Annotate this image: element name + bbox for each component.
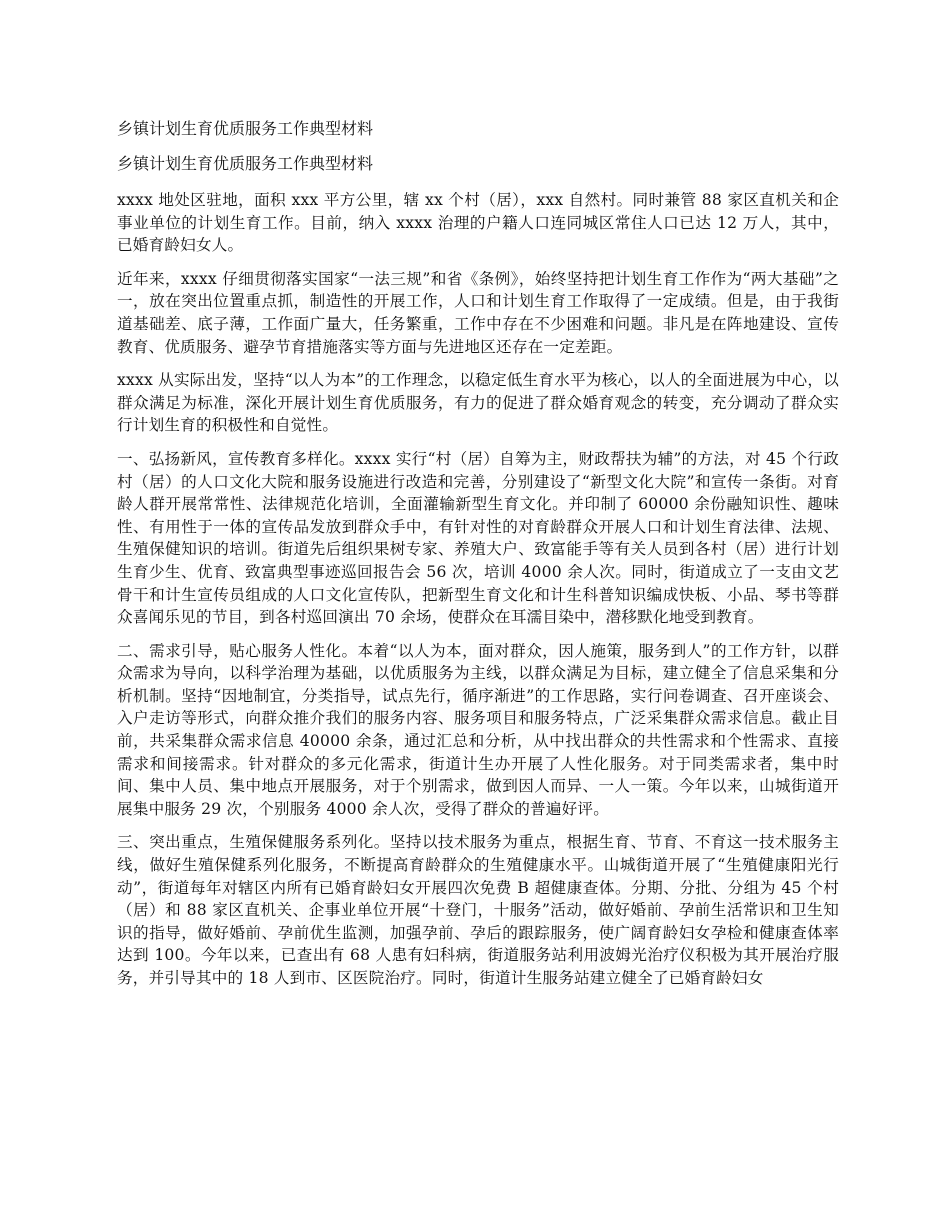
paragraph-approach: xxxx 从实际出发，坚持“以人为本”的工作理念，以稳定低生育水平为核心，以人的全面进展为中心，以群众满足为标准，深化开展计划生育优质服务，有力的促进了群众婚育观念的转变，充分调动了群众实行计划生育的积极性和自觉性。 (117, 371, 839, 435)
document-page (117, 118, 839, 1001)
paragraph-overview: xxxx 地处区驻地，面积 xxx 平方公里，辖 xx 个村（居），xxx 自然村。同时兼管 88 家区直机关和企事业单位的计划生育工作。目前，纳入 xxxx 治理的户籍人口连同城区常住人口已达 12 万人，其中，已婚育龄妇女人。 (117, 191, 839, 255)
paragraph-background: 近年来，xxxx 仔细贯彻落实国家“一法三规”和省《条例》，始终坚持把计划生育工作作为“两大基础”之一，放在突出位置重点抓，制造性的开展工作，人口和计划生育工作取得了一定成绩。但是，由于我街道基础差、底子薄，工作面广量大，任务繁重，工作中存在不少困难和问题。非凡是在阵地建设、宣传教育、优质服务、避孕节育措施落实等方面与先进地区还存在一定差距。 (117, 269, 839, 356)
paragraph-section-two: 二、需求引导，贴心服务人性化。本着“以人为本，面对群众，因人施策，服务到人”的工作方针，以群众需求为导向，以科学治理为基础，以优质服务为主线，以群众满足为目标，建立健全了信息采集和分析机制。坚持“因地制宜，分类指导，试点先行，循序渐进”的工作思路，实行问卷调查、召开座谈会、入户走访等形式，向群众推介我们的服务内容、服务项目和服务特点，广泛采集群众需求信息。截止目前，共采集群众需求信息 40000 余条，通过汇总和分析，从中找出群众的共性需求和个性需求、直接需求和间接需求。针对群众的多元化需求，街道计生办开展了人性化服务。对于同类需求者，集中时间、集中人员、集中地点开展服务，对于个别需求，做到因人而异、一人一策。今年以来，山城街道开展集中服务 29 次，个别服务 4000 余人次，受得了群众的普遍好评。 (117, 641, 839, 818)
document-subtitle: 乡镇计划生育优质服务工作典型材料 (117, 154, 374, 173)
paragraph-section-one: 一、弘扬新风，宣传教育多样化。xxxx 实行“村（居）自筹为主，财政帮扶为辅”的方法，对 45 个行政村（居）的人口文化大院和服务设施进行改造和完善，分别建设了“新型文化大院”和宣传一条街。对育龄人群开展常常性、法律规范化培训，全面灌输新型生育文化。并印制了 60000 余份融知识性、趣味性、有用性于一体的宣传品发放到群众手中，有针对性的对育龄群众开展人口和计划生育法律、法规、生殖保健知识的培训。街道先后组织果树专家、养殖大户、致富能手等有关人员到各村（居）进行计划生育少生、优育、致富典型事迹巡回报告会 56 次，培训 4000 余人次。同时，街道成立了一支由文艺骨干和计生宣传员组成的人口文化宣传队，把新型生育文化和计生科普知识编成快板、小品、琴书等群众喜闻乐见的节目，到各村巡回演出 70 余场，使群众在耳濡目染中，潜移默化地受到教育。 (117, 449, 839, 627)
paragraph-section-three: 三、突出重点，生殖保健服务系列化。坚持以技术服务为重点，根据生育、节育、不育这一技术服务主线，做好生殖保健系列化服务，不断提高育龄群众的生殖健康水平。山城街道开展了“生殖健康阳光行动”，街道每年对辖区内所有已婚育龄妇女开展四次免费 B 超健康查体。分期、分批、分组为 45 个村（居）和 88 家区直机关、企事业单位开展“十登门，十服务”活动，做好婚前、孕前生活常识和卫生知识的指导，做好婚前、孕前优生监测，加强孕前、孕后的跟踪服务，使广阔育龄妇女孕检和健康查体率达到 100。今年以来，已查出有 68 人患有妇科病，街道服务站利用波姆光治疗仪积极为其开展治疗服务，并引导其中的 18 人到市、区医院治疗。同时，街道计生服务站建立健全了已婚育龄妇女 (117, 833, 839, 987)
document-title: 乡镇计划生育优质服务工作典型材料 (117, 119, 374, 138)
